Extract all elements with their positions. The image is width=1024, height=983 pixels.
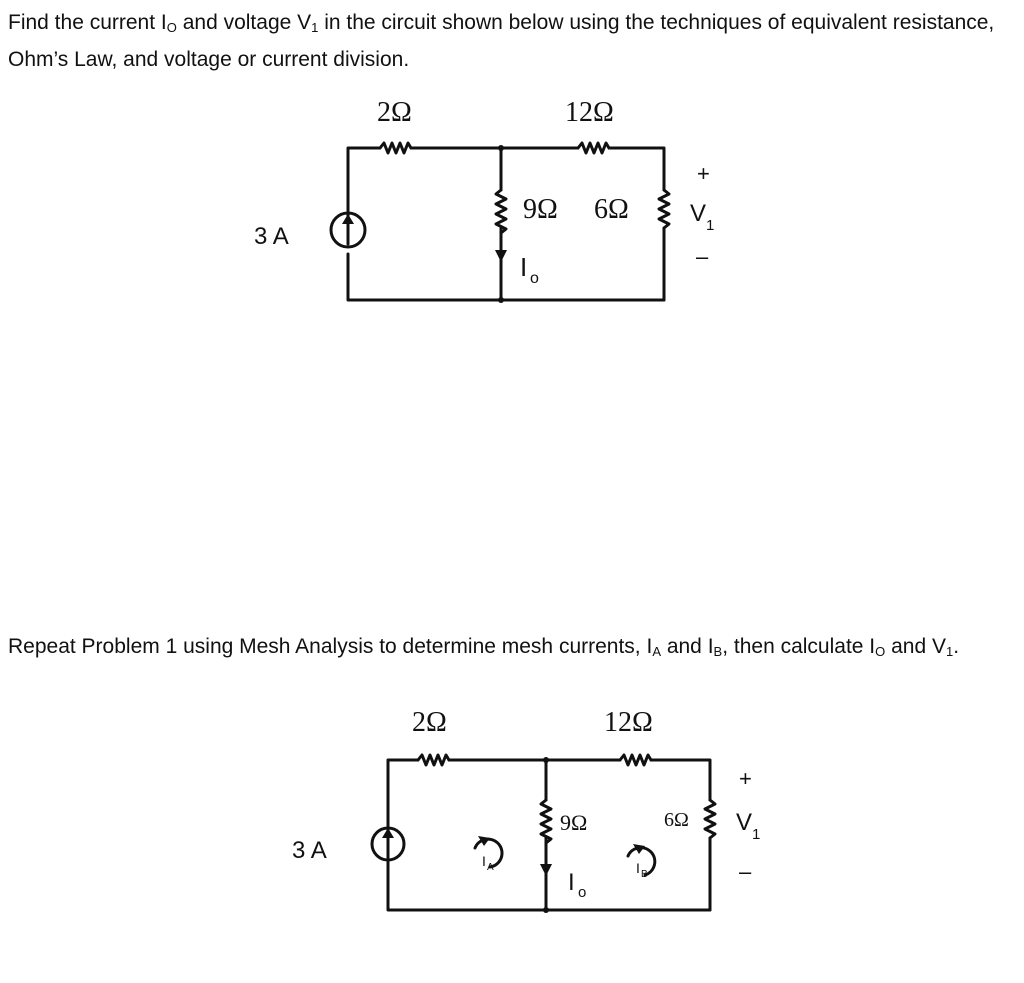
c2-label-ib-sub: B — [641, 869, 648, 880]
c2-resistor-6ohm — [705, 800, 715, 838]
c2-node-bottom — [543, 907, 549, 913]
c2-label-6ohm: 6Ω — [664, 809, 689, 831]
c1-label-2ohm: 2Ω — [377, 97, 412, 128]
c2-resistor-2ohm — [418, 755, 449, 765]
c2-label-ia-sub: A — [487, 862, 494, 873]
p2-text-a: Repeat Problem 1 using Mesh Analysis to determine mesh currents, I — [8, 635, 653, 658]
p2-sub-a: A — [652, 644, 661, 659]
p2-text-c: , then calculate I — [722, 635, 876, 658]
c1-label-v-plus: + — [697, 161, 710, 186]
c1-label-v-sub: 1 — [706, 217, 715, 234]
c1-label-v: V — [690, 200, 707, 227]
c2-label-12ohm: 12Ω — [604, 707, 653, 738]
c2-wire-top-right — [651, 760, 710, 800]
p2-sub-b: B — [713, 644, 723, 659]
p1-text-a: Find the current I — [8, 11, 167, 34]
c2-label-source: 3 A — [292, 837, 327, 864]
c2-label-ia: I — [482, 853, 486, 869]
c2-label-v-sub: 1 — [752, 826, 761, 843]
p2-text-e: . — [953, 635, 960, 658]
c2-label-ib: I — [636, 860, 640, 876]
c2-label-io: I — [568, 869, 575, 896]
p1-text-c: in the circuit shown below using the techniques of equivalent resistance, Ohm’s Law, and voltage or current division. — [8, 11, 995, 71]
p2-sub-1: 1 — [945, 644, 954, 659]
c1-label-io-sub: o — [530, 270, 539, 287]
p1-sub-o: O — [166, 20, 177, 35]
c2-label-v-minus: – — [739, 859, 752, 884]
c1-label-v-minus: – — [696, 244, 709, 269]
c2-label-v-plus: + — [739, 766, 752, 791]
p2-sub-o: O — [875, 644, 886, 659]
c2-label-9ohm: 9Ω — [560, 810, 588, 835]
c1-label-io: I — [520, 252, 528, 282]
c1-label-12ohm: 12Ω — [565, 97, 614, 128]
c1-label-6ohm: 6Ω — [594, 194, 629, 225]
c2-label-v: V — [736, 809, 753, 836]
c1-label-9ohm: 9Ω — [523, 194, 558, 225]
p1-text-b: and voltage V — [176, 11, 312, 34]
p2-text-d: and V — [885, 635, 946, 658]
c2-wire-top-left — [388, 760, 418, 832]
c2-node-top — [543, 757, 549, 763]
c1-label-source: 3 A — [254, 223, 289, 250]
p2-text-b: and I — [660, 635, 714, 658]
c2-io-arrow — [540, 864, 552, 876]
c2-resistor-12ohm — [620, 755, 651, 765]
p1-sub-1: 1 — [311, 20, 319, 35]
c2-label-io-sub: o — [578, 884, 587, 901]
c2-label-2ohm: 2Ω — [412, 707, 447, 738]
